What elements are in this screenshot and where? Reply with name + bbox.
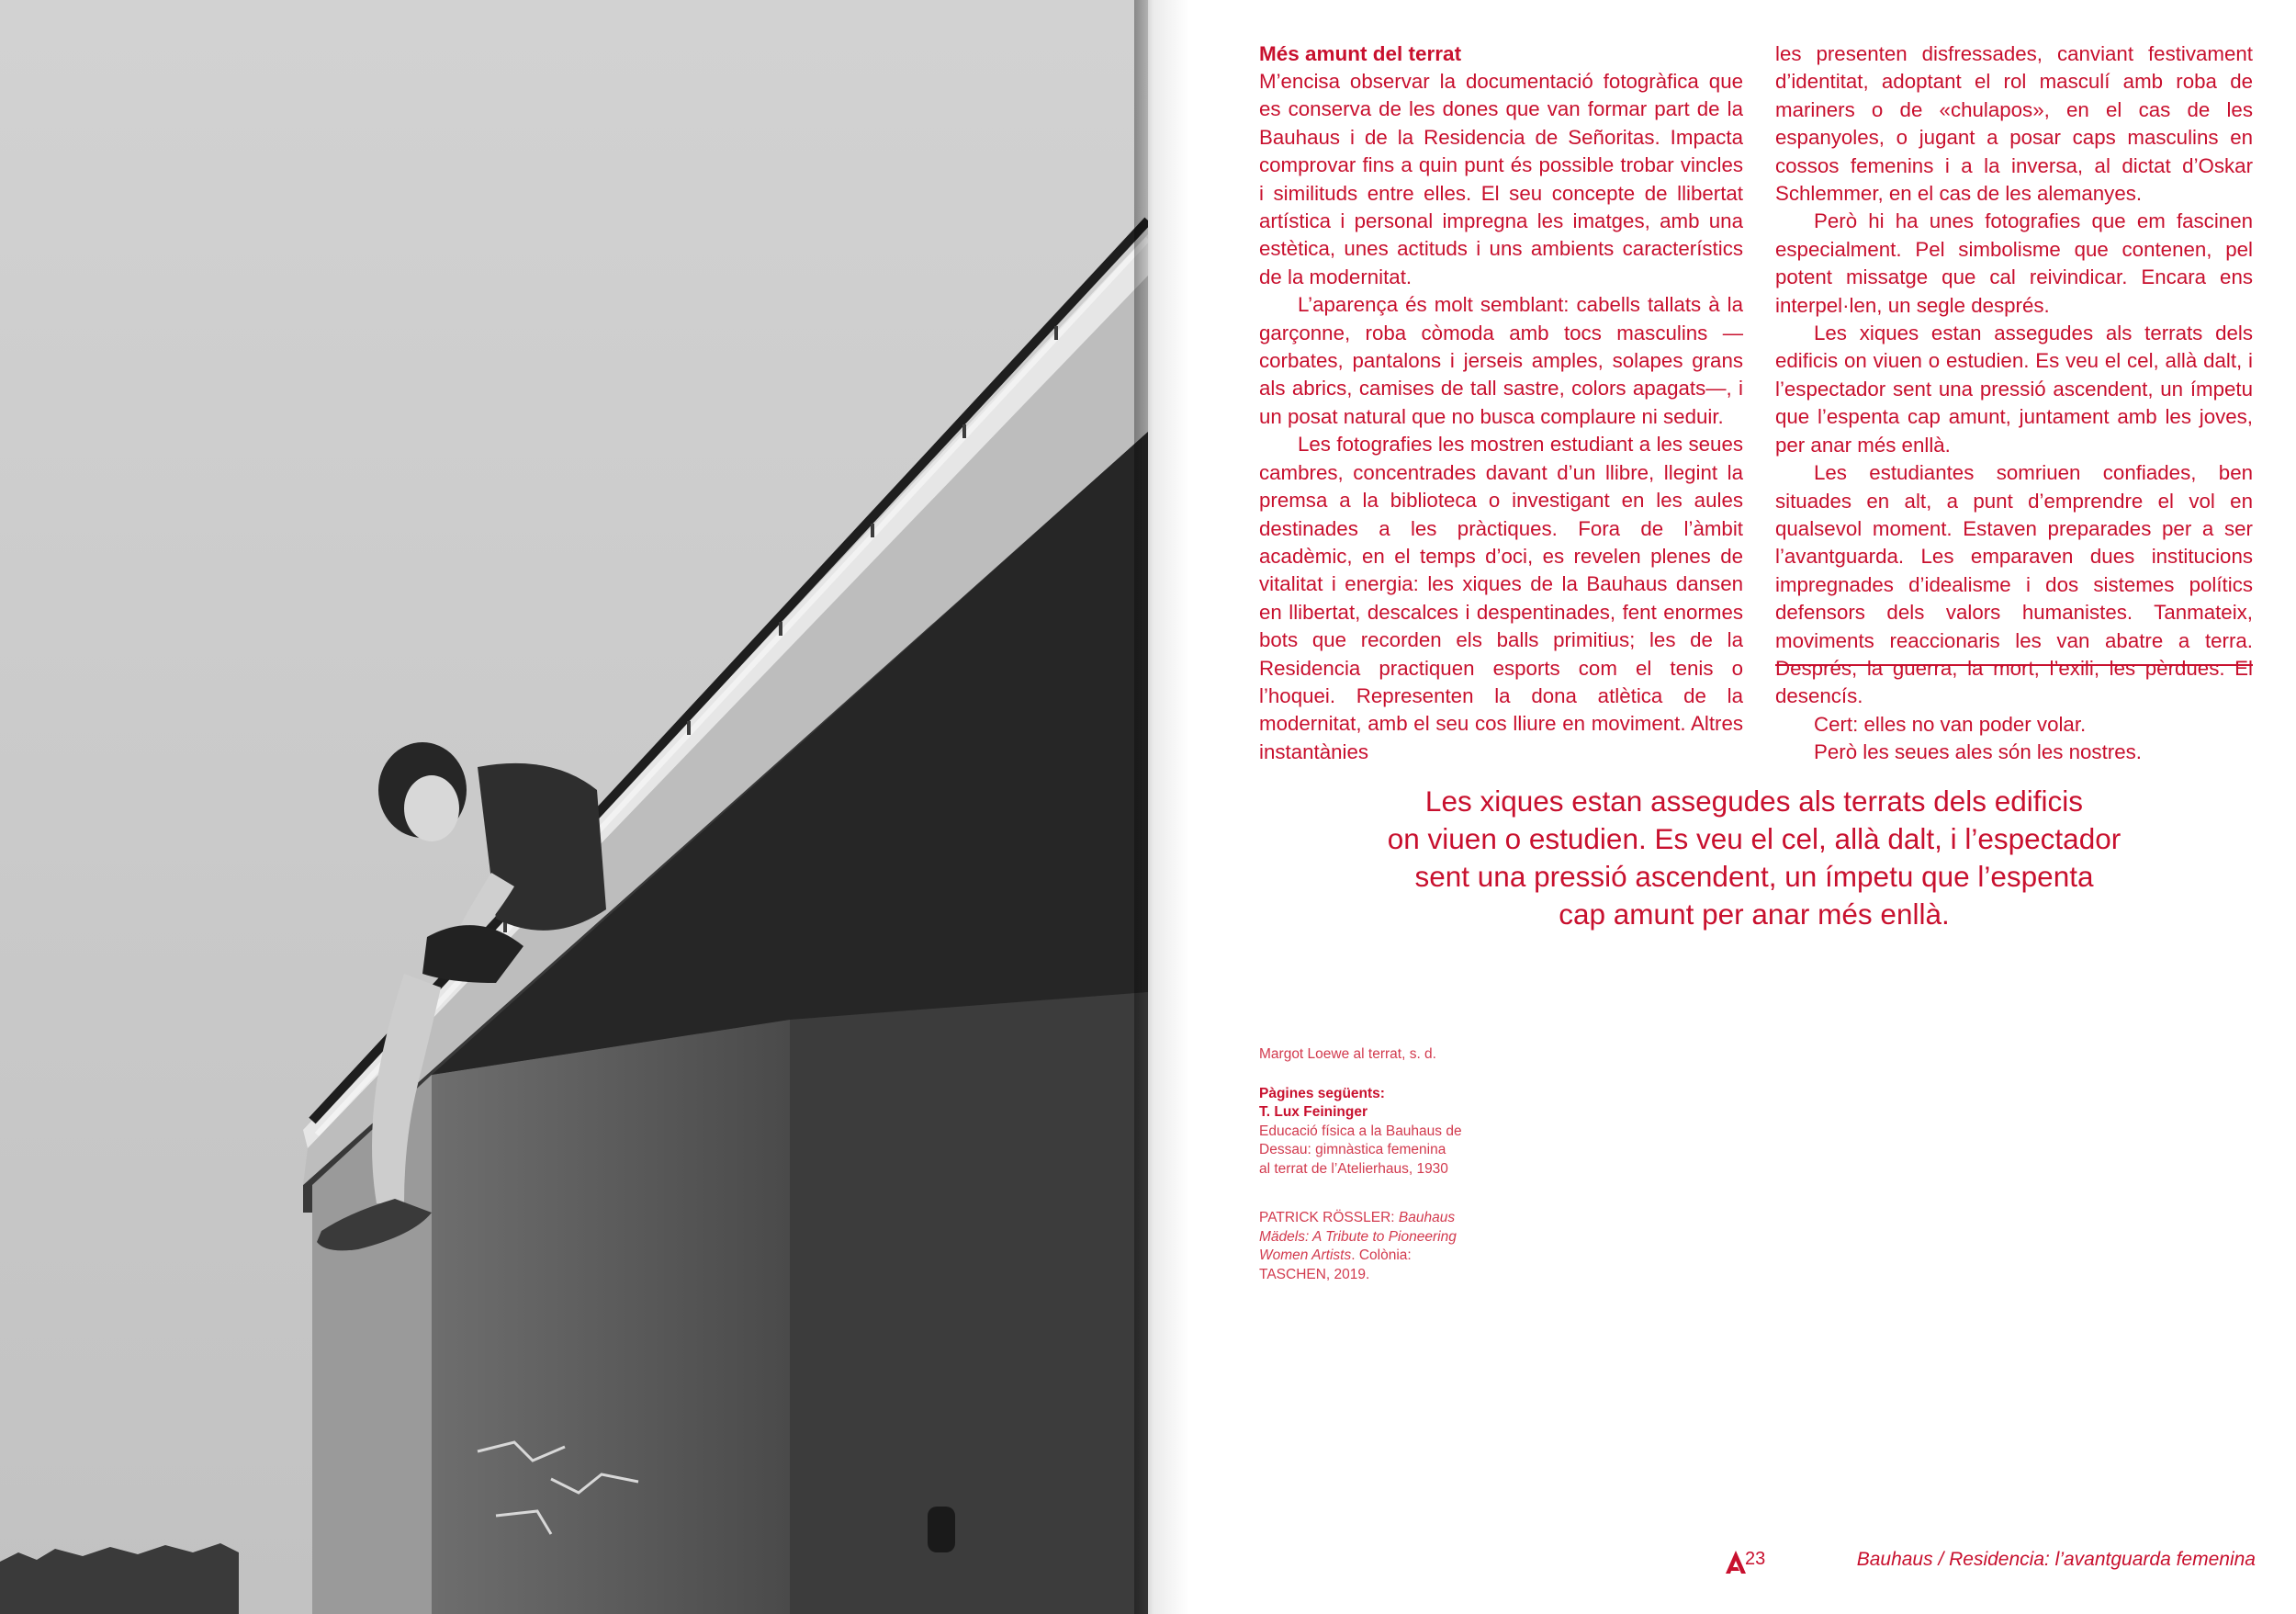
photo-captions [1259,1045,1498,1284]
paragraph-8: Cert: elles no van poder volar. [1814,712,2087,736]
paragraph-9: Però les seues ales són les nostres. [1814,740,2142,764]
source-line-2 [1259,1228,1498,1247]
page-number: 23 [1745,1549,1766,1569]
pull-quote-line: cap amunt per anar més enllà. [1559,897,1950,931]
source-author: PATRICK RÖSSLER: [1259,1210,1395,1225]
source-line-4: TASCHEN, 2019. [1259,1266,1370,1282]
next-pages-caption-line: Dessau: gimnàstica femenina [1259,1142,1446,1157]
book-gutter-shadow [1134,0,1189,1614]
photo-caption: Margot Loewe al terrat, s. d. [1259,1046,1436,1062]
next-pages-caption-line: al terrat de l’Atelierhaus, 1930 [1259,1160,1448,1177]
source-title: Mädels: A Tribute to Pioneering [1259,1228,1457,1245]
source-line-3 [1259,1247,1498,1266]
running-head: Bauhaus / Residencia: l’avantguarda femenina [1856,1549,2256,1570]
column-end-rule [1775,664,2253,666]
paragraph-7: Les estudiantes somriuen confiades, ben situades en alt, a punt d’emprendre el vol en qualsevol moment. Estaven preparades per a ser l’avantguarda. Les emparaven dues institucions impregnades d’idealisme i dos sistemes polítics defensors dels valors humanistes. Tanmateix, moviments reaccionaris les van abatre a terra. Després, la guerra, la mort, l’exili, les pèrdues. El desencís. [1775,461,2253,708]
next-pages-caption-line: Educació física a la Bauhaus de [1259,1123,1462,1139]
paragraph-2 [1259,291,1743,431]
paragraph-5: Però hi ha unes fotografies que em fascinen especialment. Pel simbolisme que contenen, pel potent missatge que cal reivindicar. Encara ens interpel·len, un segle després. [1775,209,2253,317]
article-heading: Més amunt del terrat [1259,42,1462,65]
pull-quote-line: Les xiques estan assegudes als terrats dels edificis [1424,784,2084,818]
source-title: Women Artists [1259,1247,1352,1263]
paragraph-4: les presenten disfressades, canviant festivament d’identitat, adoptant el rol masculí amb roba de mariners o de «chulapos», en el cas de les espanyoles, o jugant a posar caps masculins en cossos femenins i a la inversa, al dictat d’Oskar Schlemmer, en el cas de les alemanyes. [1775,42,2253,206]
paragraph-6: Les xiques estan assegudes als terrats dels edificis on viuen o estudien. Es veu el cel, allà dalt, i l’espectador sent una pressió ascendent, un ímpetu que l’espenta cap amunt, juntament amb les joves, per anar més enllà. [1775,322,2253,457]
article-column-1 [1259,40,1743,766]
next-pages-label: Pàgines següents: [1259,1085,1385,1101]
source-title: Bauhaus [1398,1210,1456,1225]
article-column-2 [1775,40,2253,767]
source-publisher: . Colònia: [1351,1247,1412,1263]
paragraph-1: M’encisa observar la documentació fotogràfica que es conserva de les dones que van formar part de la Bauhaus i de la Residencia de Señoritas. Impacta comprovar fins a quin punt és possible trobar vincles i similituds entre elles. El seu concepte de llibertat artística i personal impregna les imatges, amb una estètica, unes actituds i uns ambients característics de la modernitat. [1259,70,1743,288]
pull-quote [1304,783,2204,933]
next-pages-author: T. Lux Feininger [1259,1104,1367,1120]
paragraph-2-text: L’aparença és molt semblant: cabells tallats à la garçonne, roba còmoda amb tocs masculins —corbates, pantalons i jerseis amples, solapes grans als abrics, camises de tall sastre, colors apagats—, i un posat natural que no busca complaure ni seduir. [1259,293,1743,428]
paragraph-3: Les fotografies les mostren estudiant a les seues cambres, concentrades davant d’un llibre, llegint la premsa a la biblioteca o investigant en les aules destinades a les pràctiques. Fora de l’àmbit acadèmic, en el temps d’oci, es revelen plenes de vitalitat i energia: les xiques de la Bauhaus dansen en llibertat, descalces i despentinades, fent enormes bots que recorden els balls primitius; les de la Residencia practiquen esports com el tenis o l’hoquei. Representen la dona atlètica de la modernitat, amb el seu cos lliure en moviment. Altres instantànies [1259,433,1743,763]
pull-quote-line: sent una pressió ascendent, un ímpetu que l’espenta [1414,860,2094,893]
source-line-1 [1259,1209,1498,1228]
pull-quote-line: on viuen o estudien. Es veu el cel, allà dalt, i l’espectador [1387,822,2122,855]
